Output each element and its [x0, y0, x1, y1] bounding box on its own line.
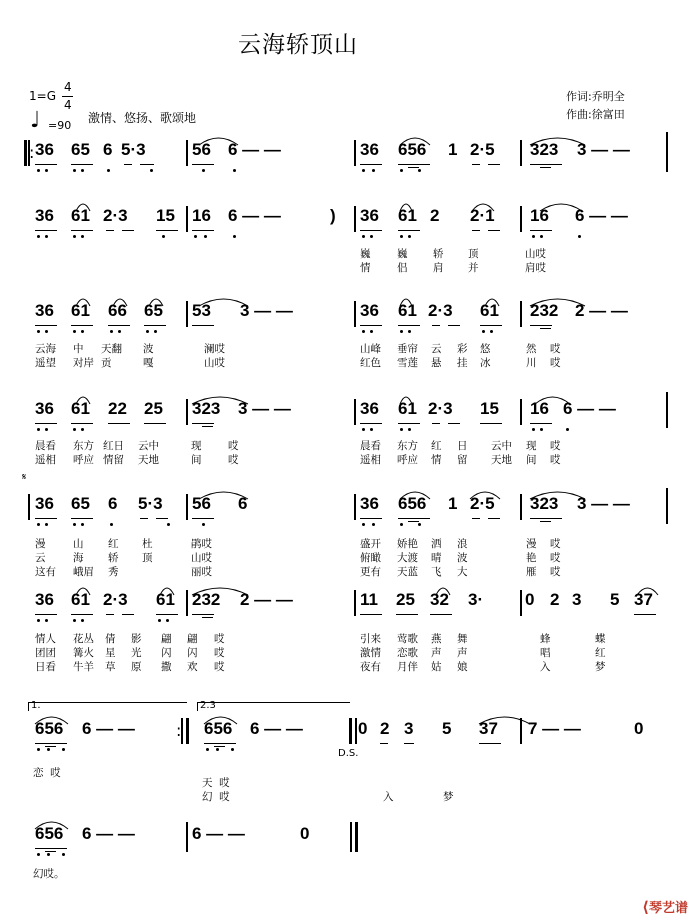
lyric: 闪: [187, 647, 198, 659]
note: 6 — —: [192, 824, 245, 843]
slur: [35, 717, 68, 724]
note: 656: [204, 719, 233, 738]
note: 0: [300, 824, 310, 843]
note: 2 — —: [240, 590, 293, 609]
lyric: 莺歌: [397, 633, 418, 645]
slur: [192, 397, 248, 404]
lyric: 杜: [142, 538, 153, 550]
slur: [540, 204, 582, 211]
lyric: 红色: [360, 357, 381, 369]
lyric: 情: [431, 454, 442, 466]
note: 15: [480, 399, 499, 418]
note: 36: [35, 301, 54, 320]
lyric: 艳: [526, 552, 537, 564]
lyric: 俯瞰: [360, 552, 381, 564]
lyric: 天翻: [101, 343, 122, 355]
lyric: 撒: [161, 661, 172, 673]
lyric: 云中: [491, 440, 512, 452]
note: 3 — —: [577, 140, 630, 159]
lyric: 声: [457, 647, 468, 659]
note: 61: [480, 301, 499, 320]
note: 36: [35, 206, 54, 225]
slur: [35, 822, 68, 829]
slur: [470, 492, 500, 499]
note: 7 — —: [528, 719, 581, 738]
lyric: 天地: [491, 454, 512, 466]
lyric: 蝶: [595, 633, 606, 645]
lyric: 巍: [397, 248, 408, 260]
lyric: 丽哎: [191, 566, 212, 578]
slur: [637, 588, 658, 595]
lyric: 晨看: [360, 440, 381, 452]
lyric: 声: [431, 647, 442, 659]
note: 11: [360, 590, 378, 609]
lyric: 呼应: [73, 454, 94, 466]
slur: [199, 492, 248, 499]
lyric: 云中: [138, 440, 159, 452]
lyric: 星: [105, 647, 116, 659]
lyric: 哎: [550, 552, 561, 564]
note: 2·3: [103, 590, 128, 609]
note: 66: [108, 301, 127, 320]
note: 3 — —: [240, 301, 293, 320]
lyric: 波: [457, 552, 468, 564]
slur: [160, 588, 174, 595]
slur: [192, 588, 248, 595]
lyric: 顶: [468, 248, 479, 260]
lyric: 情留: [103, 454, 124, 466]
lyric: 哎: [550, 357, 561, 369]
note: 61: [71, 590, 90, 609]
lyric: 恋歌: [397, 647, 418, 659]
slur: [76, 397, 90, 404]
composer: 作曲:徐富田: [566, 108, 625, 121]
lyric: 大: [457, 566, 468, 578]
lyric: 翩: [161, 633, 172, 645]
lyric: 悬: [431, 357, 442, 369]
lyric: 红: [595, 647, 606, 659]
slur: [400, 204, 412, 211]
lyric: 日看: [35, 661, 56, 673]
note: 32: [430, 590, 449, 609]
lyric: 波: [143, 343, 154, 355]
lyric: 大渡: [397, 552, 418, 564]
lyric: 这有: [35, 566, 56, 578]
lyric: 漫: [35, 538, 46, 550]
note: 6 — —: [82, 824, 135, 843]
time-signature-bottom: 4: [64, 98, 72, 112]
slur: [149, 299, 163, 306]
lyric: 遥相: [35, 454, 56, 466]
lyric: 呼应: [397, 454, 418, 466]
lyric: 蜂: [540, 633, 551, 645]
lyric: 哎: [550, 343, 561, 355]
lyric: 团团: [35, 647, 56, 659]
note: 16: [530, 399, 549, 418]
note: 3: [572, 590, 582, 609]
note: 1: [448, 494, 458, 513]
lyric: 天 哎: [202, 777, 230, 789]
lyric: 姑: [431, 661, 442, 673]
note: 232: [530, 301, 559, 320]
volta-2: 2.3: [200, 700, 216, 711]
lyric: 日: [457, 440, 468, 452]
note: 6: [103, 140, 113, 159]
lyric: 飞: [431, 566, 442, 578]
note: 56: [192, 494, 211, 513]
lyric: 入: [383, 791, 394, 803]
lyric: 彩: [457, 343, 468, 355]
lyric: 峨眉: [73, 566, 94, 578]
lyric: 哎: [550, 566, 561, 578]
note: 16: [530, 206, 549, 225]
lyric: 澜哎: [204, 343, 225, 355]
note: 2·5: [470, 140, 495, 159]
lyric: 雁: [526, 566, 537, 578]
lyric: 娘: [457, 661, 468, 673]
note: 6 — —: [250, 719, 303, 738]
lyric: 牛羊: [73, 661, 94, 673]
note: 3·: [468, 590, 484, 609]
slur: [436, 588, 450, 595]
note: 61: [71, 206, 90, 225]
lyric: 入: [540, 661, 551, 673]
lyric: 梦: [443, 791, 454, 803]
lyric: 盛开: [360, 538, 381, 550]
note: 656: [35, 824, 64, 843]
note: 6 — —: [228, 206, 281, 225]
slur: [400, 397, 412, 404]
slur: [530, 492, 585, 499]
lyric: 哎: [214, 661, 225, 673]
lyric: 云: [35, 552, 46, 564]
lyric: 巍: [360, 248, 371, 260]
note: 5·3: [121, 140, 146, 159]
note: 25: [144, 399, 163, 418]
note: 61: [398, 206, 417, 225]
lyric: 幻 哎: [202, 791, 230, 803]
lyric: 冰: [480, 357, 491, 369]
note: 61: [398, 399, 417, 418]
note: 2·3: [428, 399, 453, 418]
note: 36: [360, 140, 379, 159]
lyric: 晨看: [35, 440, 56, 452]
lyric: 梦: [595, 661, 606, 673]
note: 323: [530, 494, 559, 513]
lyric: 情人: [35, 633, 56, 645]
lyric: 留: [457, 454, 468, 466]
lyric: 红: [108, 538, 119, 550]
lyric: 间: [191, 454, 202, 466]
lyric: 现: [191, 440, 202, 452]
slur: [199, 138, 238, 145]
lyric: 云: [431, 343, 442, 355]
note: 36: [360, 399, 379, 418]
note: 37: [479, 719, 498, 738]
lyric: 更有: [360, 566, 381, 578]
slur: [472, 204, 494, 211]
lyric: 天地: [138, 454, 159, 466]
note: 37: [634, 590, 653, 609]
slur: [199, 299, 248, 306]
slur: [76, 299, 90, 306]
lyric: 翩: [187, 633, 198, 645]
note: 36: [35, 494, 54, 513]
slur: [76, 204, 90, 211]
note: 5·3: [138, 494, 163, 513]
segno-icon: 𝄋: [22, 472, 27, 483]
lyric: 山哎: [525, 248, 546, 260]
lyric: 唱: [540, 647, 551, 659]
slur: [479, 717, 530, 724]
note: 6: [108, 494, 118, 513]
lyric: 秀: [108, 566, 119, 578]
note: 22: [108, 399, 127, 418]
note: 2: [550, 590, 560, 609]
tempo-mark: =90: [48, 119, 72, 132]
slur: [113, 299, 127, 306]
note: 656: [398, 140, 427, 159]
volta-1: 1.: [31, 700, 41, 711]
lyric: 闪: [161, 647, 172, 659]
lyric: 红: [431, 440, 442, 452]
note: 36: [35, 399, 54, 418]
slur: [400, 138, 430, 145]
lyric: 山: [73, 538, 84, 550]
lyric: 舞: [457, 633, 468, 645]
lyric: 山哎: [191, 552, 212, 564]
lyric: 然: [526, 343, 537, 355]
lyric: 现: [526, 440, 537, 452]
note: 5: [442, 719, 452, 738]
lyric: 哎: [214, 647, 225, 659]
slur: [76, 588, 90, 595]
lyric: 欢: [187, 661, 198, 673]
note: 2: [430, 206, 440, 225]
note: 36: [360, 206, 379, 225]
note: 36: [35, 590, 54, 609]
lyric: 草: [105, 661, 116, 673]
lyric: 嘎: [143, 357, 154, 369]
note: 323: [530, 140, 559, 159]
slur: [400, 492, 430, 499]
note: 656: [35, 719, 64, 738]
dal-segno: D.S.: [338, 748, 359, 759]
lyric: 并: [468, 262, 479, 274]
lyric: 引来: [360, 633, 381, 645]
lyric: 侣: [397, 262, 408, 274]
note: 36: [360, 494, 379, 513]
lyric: 哎: [550, 454, 561, 466]
note: 56: [192, 140, 211, 159]
lyric: 鹃哎: [191, 538, 212, 550]
lyric: 夜有: [360, 661, 381, 673]
lyric: 光: [131, 647, 142, 659]
lyric: 川: [526, 357, 537, 369]
note: 6 — —: [563, 399, 616, 418]
watermark: ⟨琴艺谱: [642, 898, 688, 916]
note: 2·3: [103, 206, 128, 225]
lyric: 对岸: [73, 357, 94, 369]
lyric: 哎: [550, 538, 561, 550]
note: 6 — —: [228, 140, 281, 159]
logo-icon: ⟨: [642, 898, 649, 916]
lyric: 垂帘: [397, 343, 418, 355]
lyric: 月伴: [397, 661, 418, 673]
quarter-note-icon: ♩: [30, 108, 41, 133]
lyric: 倩: [105, 633, 116, 645]
note: 16: [192, 206, 211, 225]
note: 65: [71, 494, 90, 513]
note: 0: [358, 719, 368, 738]
lyric: 幻哎。: [33, 868, 65, 880]
lyric: 肩: [433, 262, 444, 274]
lyric: 雪莲: [397, 357, 418, 369]
note: 6 — —: [575, 206, 628, 225]
note: 2·5: [470, 494, 495, 513]
note: 6 — —: [82, 719, 135, 738]
slur: [530, 299, 585, 306]
lyric: 娇艳: [397, 538, 418, 550]
lyric: 原: [131, 661, 142, 673]
lyric: 云海: [35, 343, 56, 355]
slur: [400, 299, 412, 306]
note: 65: [144, 301, 163, 320]
lyric: 遥望: [35, 357, 56, 369]
note: 61: [71, 399, 90, 418]
note: 36: [360, 301, 379, 320]
note: 3: [404, 719, 414, 738]
lyric: 燕: [431, 633, 442, 645]
lyric: 洒: [431, 538, 442, 550]
song-title: 云海轿顶山: [238, 32, 358, 58]
lyric: 漫: [526, 538, 537, 550]
note: 61: [156, 590, 175, 609]
lyric: 情: [360, 262, 371, 274]
lyric: 轿: [108, 552, 119, 564]
note: 36: [35, 140, 54, 159]
note: ): [330, 206, 336, 225]
lyric: 影: [131, 633, 142, 645]
note: 53: [192, 301, 211, 320]
note: 6: [238, 494, 248, 513]
note: 61: [398, 301, 417, 320]
lyric: 晴: [431, 552, 442, 564]
lyric: 山哎: [204, 357, 225, 369]
key-signature: 1=G: [29, 89, 56, 103]
expression-mark: 激情、悠扬、歌颂地: [88, 111, 197, 125]
note: 323: [192, 399, 221, 418]
time-signature-top: 4: [64, 80, 72, 94]
lyric: 哎: [550, 440, 561, 452]
slur: [535, 397, 570, 404]
lyric: 哎: [228, 454, 239, 466]
lyric: 顶: [142, 552, 153, 564]
lyricist: 作词:乔明全: [566, 90, 625, 103]
note: 1: [448, 140, 458, 159]
lyric: 间: [526, 454, 537, 466]
repeat-dots: :: [29, 143, 35, 162]
note: 3 — —: [238, 399, 291, 418]
lyric: 东方: [73, 440, 94, 452]
lyric: 肩哎: [525, 262, 546, 274]
note: 2: [380, 719, 390, 738]
lyric: 悠: [480, 343, 491, 355]
note: 0: [634, 719, 644, 738]
note: 61: [71, 301, 90, 320]
lyric: 海: [73, 552, 84, 564]
note: 2·1: [470, 206, 495, 225]
slur: [530, 138, 585, 145]
lyric: 篝火: [73, 647, 94, 659]
lyric: 贡: [101, 357, 112, 369]
lyric: 天蓝: [397, 566, 418, 578]
lyric: 山峰: [360, 343, 381, 355]
note: 2 — —: [575, 301, 628, 320]
note: 5: [610, 590, 620, 609]
lyric: 浪: [457, 538, 468, 550]
lyric: 遥相: [360, 454, 381, 466]
lyric: 哎: [214, 633, 225, 645]
repeat-dots: :: [176, 721, 182, 740]
lyric: 中: [73, 343, 84, 355]
lyric: 恋 哎: [33, 767, 61, 779]
note: 232: [192, 590, 221, 609]
lyric: 花丛: [73, 633, 94, 645]
lyric: 挂: [457, 357, 468, 369]
lyric: 红日: [103, 440, 124, 452]
note: 0: [525, 590, 535, 609]
note: 3 — —: [577, 494, 630, 513]
note: 15: [156, 206, 175, 225]
lyric: 轿: [433, 248, 444, 260]
lyric: 东方: [397, 440, 418, 452]
note: 25: [396, 590, 415, 609]
note: 2·3: [428, 301, 453, 320]
slur: [204, 717, 237, 724]
note: 65: [71, 140, 90, 159]
slur: [485, 299, 499, 306]
lyric: 激情: [360, 647, 381, 659]
lyric: 哎: [228, 440, 239, 452]
note: 656: [398, 494, 427, 513]
